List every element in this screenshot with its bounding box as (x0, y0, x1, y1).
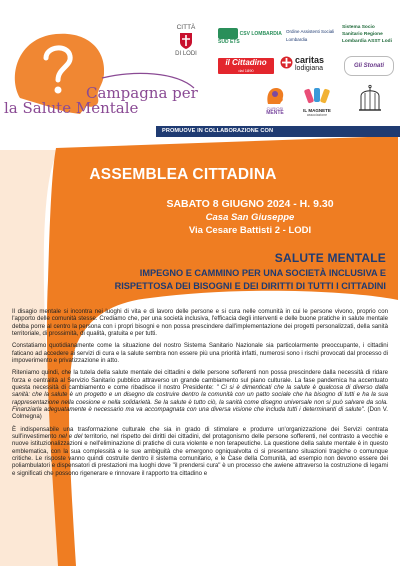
caritas-logo (280, 56, 342, 73)
paragraph-4-emphasis: nel e del (58, 433, 83, 441)
campaign-title (4, 84, 198, 117)
headline (66, 251, 386, 292)
partner-logos (168, 24, 396, 134)
csv-icon (218, 28, 238, 39)
di-lodi-label: DI LODI (175, 51, 197, 57)
citta-label: CITTÀ (176, 24, 196, 31)
paragraph-3 (12, 369, 388, 420)
campaign-title-line2: la Salute Mentale (4, 99, 139, 117)
birdcage-icon (355, 84, 385, 114)
headline-title: SALUTE MENTALE (274, 251, 386, 265)
caritas-flame-icon (280, 56, 293, 69)
paragraph-1: Il disagio mentale si incontra nei luoghi di vita e di lavoro delle persone e si cura nelle comunità in cui le persone vivono, proprio con l'apporto delle comunità stesse. Crediamo che, per una società inclusiva, l'efficacia degli interventi e delle buone pratiche in salute mentale debba porre al centro la persona con i propri bisogni e non possa prescindere dall'implementazione dei progetti personalizzati, della sanità territoriale, di prossimità, di qualità, gratuita e per tutti. (12, 308, 388, 337)
csv-logo (218, 28, 284, 46)
il-cittadino-logo (218, 58, 274, 74)
paragraph-4-text-b: territorio, nel rispetto dei diritti dei cittadini, del protagonismo delle persone sofferenti, nel contrasto a vecchie e nuove istituzionalizzazioni e nell'eliminazione di pratiche di cura violente e non terapeutiche. La questione della salute mentale è in questo emblematica, con la sua complessità e le sue ambiguità che emergono ogniqualvolta ci si presentano situazioni tragiche o comunque critiche. Le risposte vanno quindi costruite dentro il sistema comunitario, e le Case della Comunità, ad esempio non devono essere dei poliambulatori e dispensatori di prestazioni ma luoghi dove "il prendersi cura" è un processo che awiene attraverso la costruzione di legami e significati che possono rigenerare e rinnovare il rapporto tra cittadino e (12, 433, 388, 477)
paragraph-3-text: Riteniamo quindi, che la tutela della salute mentale dei cittadini e delle persone sofferenti non possa prescindere dalla necessità di ridare forza e centralità al Servizio Sanitario pubblico attraverso un grande cambiamento sul piano culturale. La fase pandemica ha accentuato questa necessità di cambiamento e come ribadisce il nostro Presidente: (12, 369, 388, 392)
stonati-label: Gli Stonati (354, 63, 384, 69)
campaign-title-line1: Campagna per (86, 84, 198, 102)
birdcage-logo (352, 84, 388, 114)
event-date: SABATO 8 GIUGNO 2024 - H. 9.30 (166, 198, 334, 210)
head-silhouette-icon (264, 86, 286, 106)
headline-subtitle-line2: RISPETTOSA DEI BISOGNI E DEI DIRITTI DI TUTTI I CITTADINI (114, 280, 386, 291)
stonati-logo (344, 56, 394, 76)
paragraph-2: Constatiamo quotidianamente come la situazione del nostro Sistema Sanitario Nazionale sia particolarmente preoccupante, i cittadini faticano ad accedere ai servizi di cura e la salute sembra non essere più una priorità infatti, numerosi sono i rischi provocati dal processo di impoverimento e privatizzazione in atto. (12, 342, 388, 364)
il-magnete-logo (298, 86, 336, 117)
event-title: ASSEMBLEA CITTADINA (89, 166, 277, 183)
curiosi-mente-logo (260, 86, 290, 116)
paragraph-4-text-a: È indispensabile una trasformazione culturale che sia in grado di stimolare e produrre un'organizzazione dei Servizi centrata sull'investimento (12, 425, 388, 441)
caritas-sub-label: lodigiana (295, 65, 324, 72)
mente-label: MENTE (266, 110, 284, 116)
curiosi-label: CURIOSI (266, 106, 284, 111)
event-info (120, 198, 380, 236)
ordine-label: Ordine Assistenti Sociali Lombardia (286, 29, 335, 42)
event-venue: Casa San Giuseppe (205, 212, 295, 223)
asst-label: Sistema Socio Sanitario Regione Lombardia ASST Lodi (342, 25, 392, 44)
lodi-crest-icon (179, 32, 193, 50)
headline-subtitle-line1: IMPEGNO E CAMMINO PER UNA SOCIETÀ INCLUSIVA E (139, 268, 386, 278)
magnete-sub-label: associazione (306, 113, 328, 117)
paragraph-3-attribution: (Don V. Colmegna) (12, 405, 389, 421)
ordine-logo (286, 28, 338, 44)
asst-logo (342, 24, 396, 45)
caritas-label: caritas (295, 55, 325, 65)
citta-di-lodi-logo (170, 24, 202, 58)
cittadino-label: il Cittadino (225, 58, 267, 67)
magnet-icon (302, 86, 332, 108)
headline-subtitle (66, 267, 386, 292)
collaboration-banner: PROMUOVE IN COLLABORAZIONE CON (156, 126, 400, 137)
body-text (12, 308, 388, 482)
event-address: Via Cesare Battisti 2 - LODI (188, 225, 312, 236)
paragraph-4 (12, 426, 388, 477)
paragraph-3-quote: " Ci si è dimenticati che la salute è qualcosa di diverso dalla sanità: che la salute è un progetto e un disegno da costruire dentro la comunità con un patto sociale che ha bisogno di tutti e ha la sua rappresentazione nella coesione e nella solidarietà. Se la salute è tutto ciò, la sanità come disegno universale non si può salvare da sola. Finanziarla adeguatamente è necessario ma va accompagnata con una diversa visione che includa tutti i determinanti di salute". (12, 384, 388, 413)
magnete-label: IL MAGNETE (303, 108, 331, 113)
event-heading (0, 166, 400, 184)
csv-label: CSV LOMBARDIA SUD ETS (218, 31, 282, 45)
cittadino-tag: dal 1890 (238, 68, 254, 73)
